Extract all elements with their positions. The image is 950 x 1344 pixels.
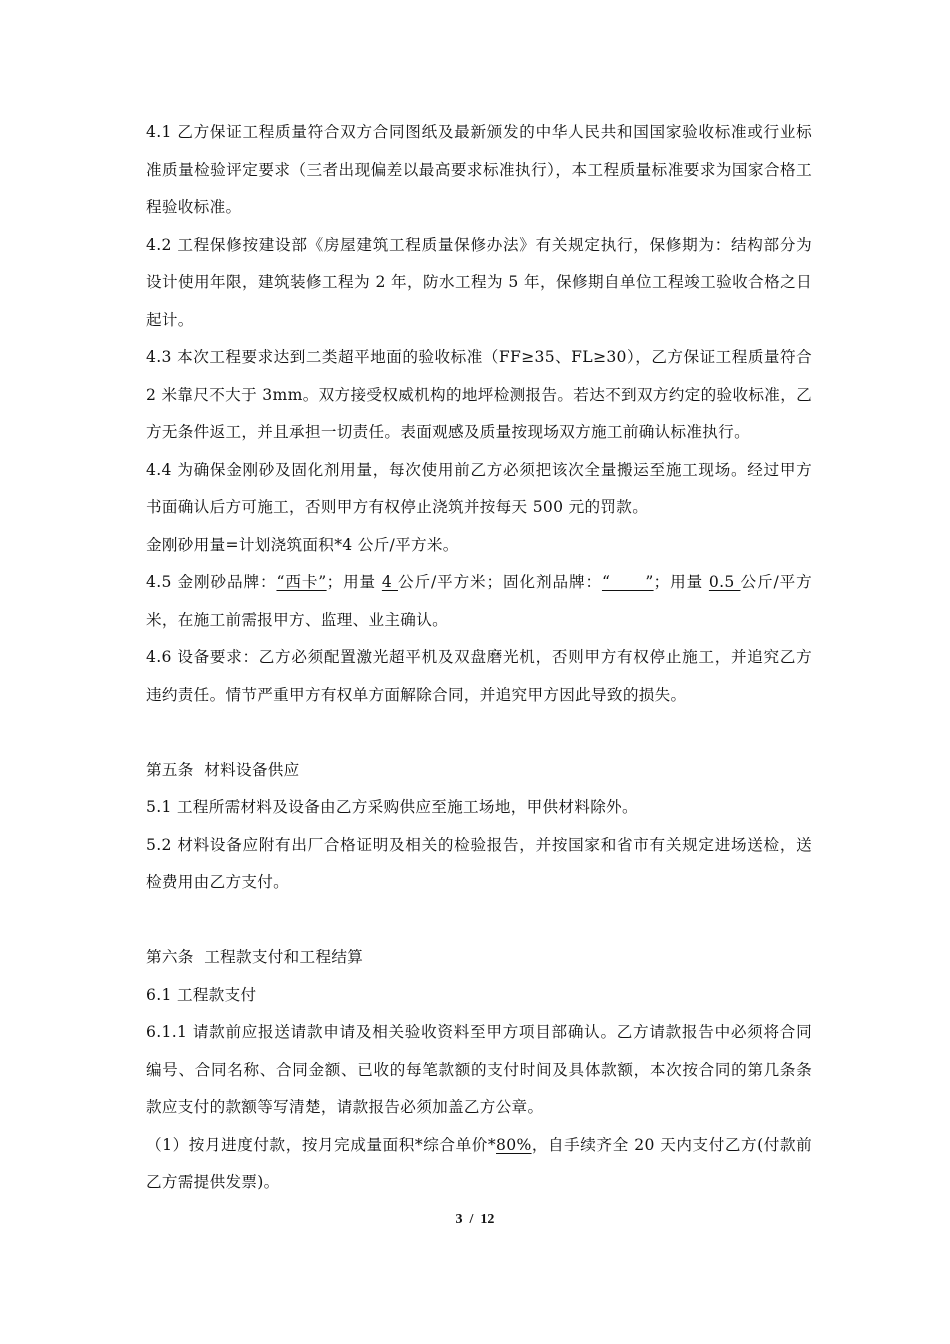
page-number: 3 / 12 — [455, 1212, 495, 1227]
clause-4-5-text4: 公斤/平方米，在施工前需报甲方、监理、业主确认。 — [146, 573, 812, 629]
payment-item-1-prefix: （1）按月进度付款，按月完成量面积*综合单价* — [146, 1135, 497, 1154]
spacer — [146, 714, 812, 752]
quantity-value-2: 0.5 — [708, 573, 741, 591]
clause-4-6: 4.6 设备要求：乙方必须配置激光超平机及双盘磨光机，否则甲方有权停止施工，并追究乙方违约责任。情节严重甲方有权单方面解除合同，并追究甲方因此导致的损失。 — [146, 648, 812, 704]
clause-4-4: 4.4 为确保金刚砂及固化剂用量，每次使用前乙方必须把该次全量搬运至施工现场。经过甲方书面确认后方可施工，否则甲方有权停止浇筑并按每天 500 元的罚款。 — [146, 460, 812, 516]
clause-4-5-text2: 公斤/平方米；固化剂品牌： — [397, 573, 602, 591]
document-body — [146, 114, 812, 1202]
clause-4-3: 4.3 本次工程要求达到二类超平地面的验收标准（FF≥35、FL≥30），乙方保证工程质量符合 2 米靠尺不大于 3mm。双方接受权威机构的地坪检测报告。若达不到双方约定的验收标准，乙方无条件返工，并且承担一切责任。表面观感及质量按现场双方施工前确认标准执行。 — [146, 348, 812, 441]
spacer — [146, 902, 812, 940]
section-5-title: 第五条 材料设备供应 — [146, 760, 300, 779]
clause-4-5 — [146, 564, 812, 639]
clause-4-5-prefix: 4.5 金刚砂品牌： — [146, 573, 277, 591]
payment-item-1-suffix: ，自手续齐全 20 天内支付乙方(付款前乙方需提供发票)。 — [146, 1135, 812, 1191]
clause-4-5-text1: ；用量 — [326, 573, 382, 591]
clause-4-5-text3: ；用量 — [653, 573, 709, 591]
section-6-title: 第六条 工程款支付和工程结算 — [146, 948, 364, 966]
brand2-value: “ ” — [601, 573, 654, 591]
clause-5-2: 5.2 材料设备应附有出厂合格证明及相关的检验报告，并按国家和省市有关规定进场送检，送检费用由乙方支付。 — [146, 835, 812, 891]
quantity-value-1: 4 — [381, 573, 398, 591]
clause-4-1: 4.1 乙方保证工程质量符合双方合同图纸及最新颁发的中华人民共和国国家验收标准或行业标准质量检验评定要求（三者出现偏差以最高要求标准执行），本工程质量标准要求为国家合格工程验收标准。 — [146, 123, 812, 216]
subsection-6-1: 6.1 工程款支付 — [146, 985, 257, 1004]
clause-6-1-1: 6.1.1 请款前应报送请款申请及相关验收资料至甲方项目部确认。乙方请款报告中必须将合同编号、合同名称、合同金额、已收的每笔款额的支付时间及具体款额，本次按合同的第几条条款应支付的款额等写清楚，请款报告必须加盖乙方公章。 — [146, 1023, 812, 1116]
payment-item-1 — [146, 1127, 812, 1202]
payment-percent: 80% — [496, 1135, 532, 1154]
brand-value: “西卡” — [276, 573, 327, 591]
clause-5-1: 5.1 工程所需材料及设备由乙方采购供应至施工场地，甲供材料除外。 — [146, 798, 638, 816]
formula-line: 金刚砂用量=计划浇筑面积*4 公斤/平方米。 — [146, 535, 459, 554]
clause-4-2: 4.2 工程保修按建设部《房屋建筑工程质量保修办法》有关规定执行，保修期为：结构部分为设计使用年限，建筑装修工程为 2 年，防水工程为 5 年，保修期自单位工程竣工验收合格之日起计。 — [146, 235, 812, 329]
